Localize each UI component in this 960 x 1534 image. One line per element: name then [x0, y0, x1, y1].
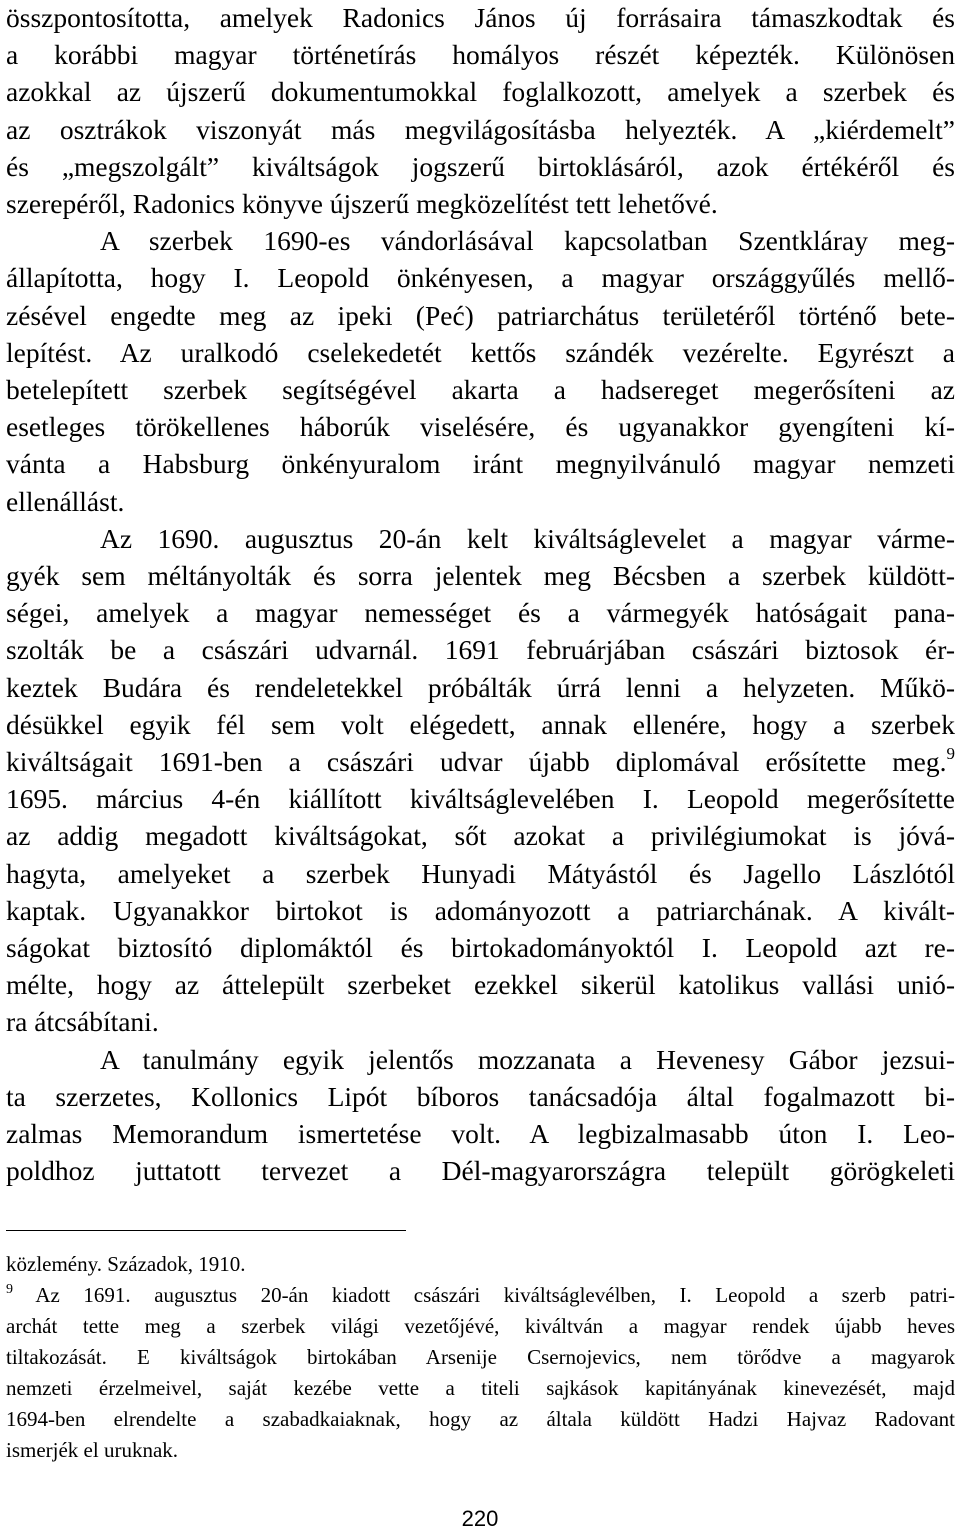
- text-line: és „megszolgált” kiváltságok jogszerű birtoklásáról, azok értékéről és: [6, 150, 955, 182]
- footnote-line: [6, 1280, 955, 1311]
- body-text: [6, 0, 955, 1190]
- text-line: lepítést. Az uralkodó cselekedetét kettős szándék vezérelte. Egyrészt a: [6, 336, 955, 368]
- text-line: összpontosította, amelyek Radonics János új forrásaira támaszkodtak és: [6, 2, 955, 33]
- text-line: 1695. március 4-én kiállított kiváltságlevelében I. Leopold megerősítette: [6, 783, 955, 815]
- text-line: szolták be a császári udvarnál. 1691 februárjában császári biztosok ér-: [6, 634, 955, 666]
- text-line: vánta a Habsburg önkényuralom iránt megnyilvánuló magyar nemzeti: [6, 448, 955, 480]
- text-line: kiváltságait 1691-ben a császári udvar újabb diplomával erősítette meg.: [6, 746, 947, 778]
- text-line: ségei, amelyek a magyar nemességet és a vármegyék hatóságait pana-: [6, 597, 955, 629]
- text-line: ra átcsábítani.: [6, 1006, 159, 1038]
- footnotes: [6, 1249, 955, 1466]
- text-line: állapította, hogy I. Leopold önkényesen, a magyar országgyűlés mellő-: [6, 262, 955, 294]
- text-line: ta szerzetes, Kollonics Lipót bíboros tanácsadója által fogalmazott bi-: [6, 1080, 955, 1112]
- text-line: zésével engedte meg az ipeki (Peć) patriarchátus területéről történő bete-: [6, 299, 955, 331]
- text-line: az addig megadott kiváltságokat, sőt azokat a privilégiumokat is jóvá-: [6, 820, 955, 852]
- text-line: szerepéről, Radonics könyve újszerű megközelítést tett lehetővé.: [6, 188, 718, 220]
- text-line: esetleges törökellenes háborúk viselésére, és ugyanakkor gyengíteni kí-: [6, 411, 955, 443]
- text-line: poldhoz juttatott tervezet a Dél-magyarországra települt görögkeleti: [6, 1155, 955, 1187]
- text-line: A szerbek 1690-es vándorlásával kapcsolatban Szentkláray meg-: [100, 225, 955, 257]
- text-line: kaptak. Ugyanakkor birtokot is adományozott a patriarchának. A kivált-: [6, 894, 955, 926]
- text-line: hagyta, amelyeket a szerbek Hunyadi Mátyástól és Jagello Lászlótól: [6, 857, 955, 889]
- text-line: Az 1690. augusztus 20-án kelt kiváltságlevelet a magyar várme-: [100, 522, 955, 554]
- footnote-divider: [6, 1230, 406, 1231]
- footnote-continuation: közlemény. Századok, 1910.: [6, 1252, 246, 1276]
- footnote-number: 9: [6, 1282, 13, 1297]
- text-line-with-footnote-ref: [6, 743, 955, 780]
- footnote-line: archát tette meg a szerbek világi vezetőjévé, kiváltván a magyar rendek újabb heves: [6, 1314, 955, 1338]
- footnote-line: nemzeti érzelmeivel, saját kezébe vette a titeli sajkások kapitányának kinevezését, majd: [6, 1376, 955, 1400]
- text-line: ságokat biztosító diplomáktól és birtokadományoktól I. Leopold azt re-: [6, 932, 955, 964]
- footnote-line: ismerjék el uruknak.: [6, 1438, 179, 1462]
- text-line: zalmas Memorandum ismertetése volt. A legbizalmasabb úton I. Leo-: [6, 1118, 955, 1150]
- text-line: gyék sem méltányolták és sorra jelentek meg Bécsben a szerbek küldött-: [6, 560, 955, 592]
- footnote-text: Az 1691. augusztus 20-án kiadott császári kiváltságlevélben, I. Leopold a szerb patri-: [35, 1283, 955, 1307]
- text-line: azokkal az újszerű dokumentumokkal foglalkozott, amelyek a szerbek és: [6, 76, 955, 108]
- text-line: az osztrákok viszonyát más megvilágosításba helyezték. A „kiérdemelt”: [6, 113, 955, 145]
- text-line: ellenállást.: [6, 485, 125, 517]
- text-line: keztek Budára és rendeletekkel próbálták úrrá lenni a helyzeten. Műkö-: [6, 671, 955, 703]
- text-line: a korábbi magyar történetírás homályos részét képezték. Különösen: [6, 39, 955, 71]
- text-line: mélte, hogy az áttelepült szerbeket ezekkel sikerül katolikus vallási unió-: [6, 969, 955, 1001]
- text-line: betelepített szerbek segítségével akarta a hadsereget megerősíteni az: [6, 374, 955, 406]
- text-line: désükkel egyik fél sem volt elégedett, annak ellenére, hogy a szerbek: [6, 708, 955, 740]
- text-line: A tanulmány egyik jelentős mozzanata a Hevenesy Gábor jezsui-: [100, 1043, 955, 1075]
- footnote-reference[interactable]: 9: [946, 744, 955, 764]
- footnote-line: 1694-ben elrendelte a szabadkaiaknak, hogy az általa küldött Hadzi Hajvaz Radovant: [6, 1407, 955, 1431]
- page-number: 220: [461, 1506, 499, 1531]
- footnote-line: tiltakozását. E kiváltságok birtokában Arsenije Csernojevics, nem törődve a magyarok: [6, 1345, 955, 1369]
